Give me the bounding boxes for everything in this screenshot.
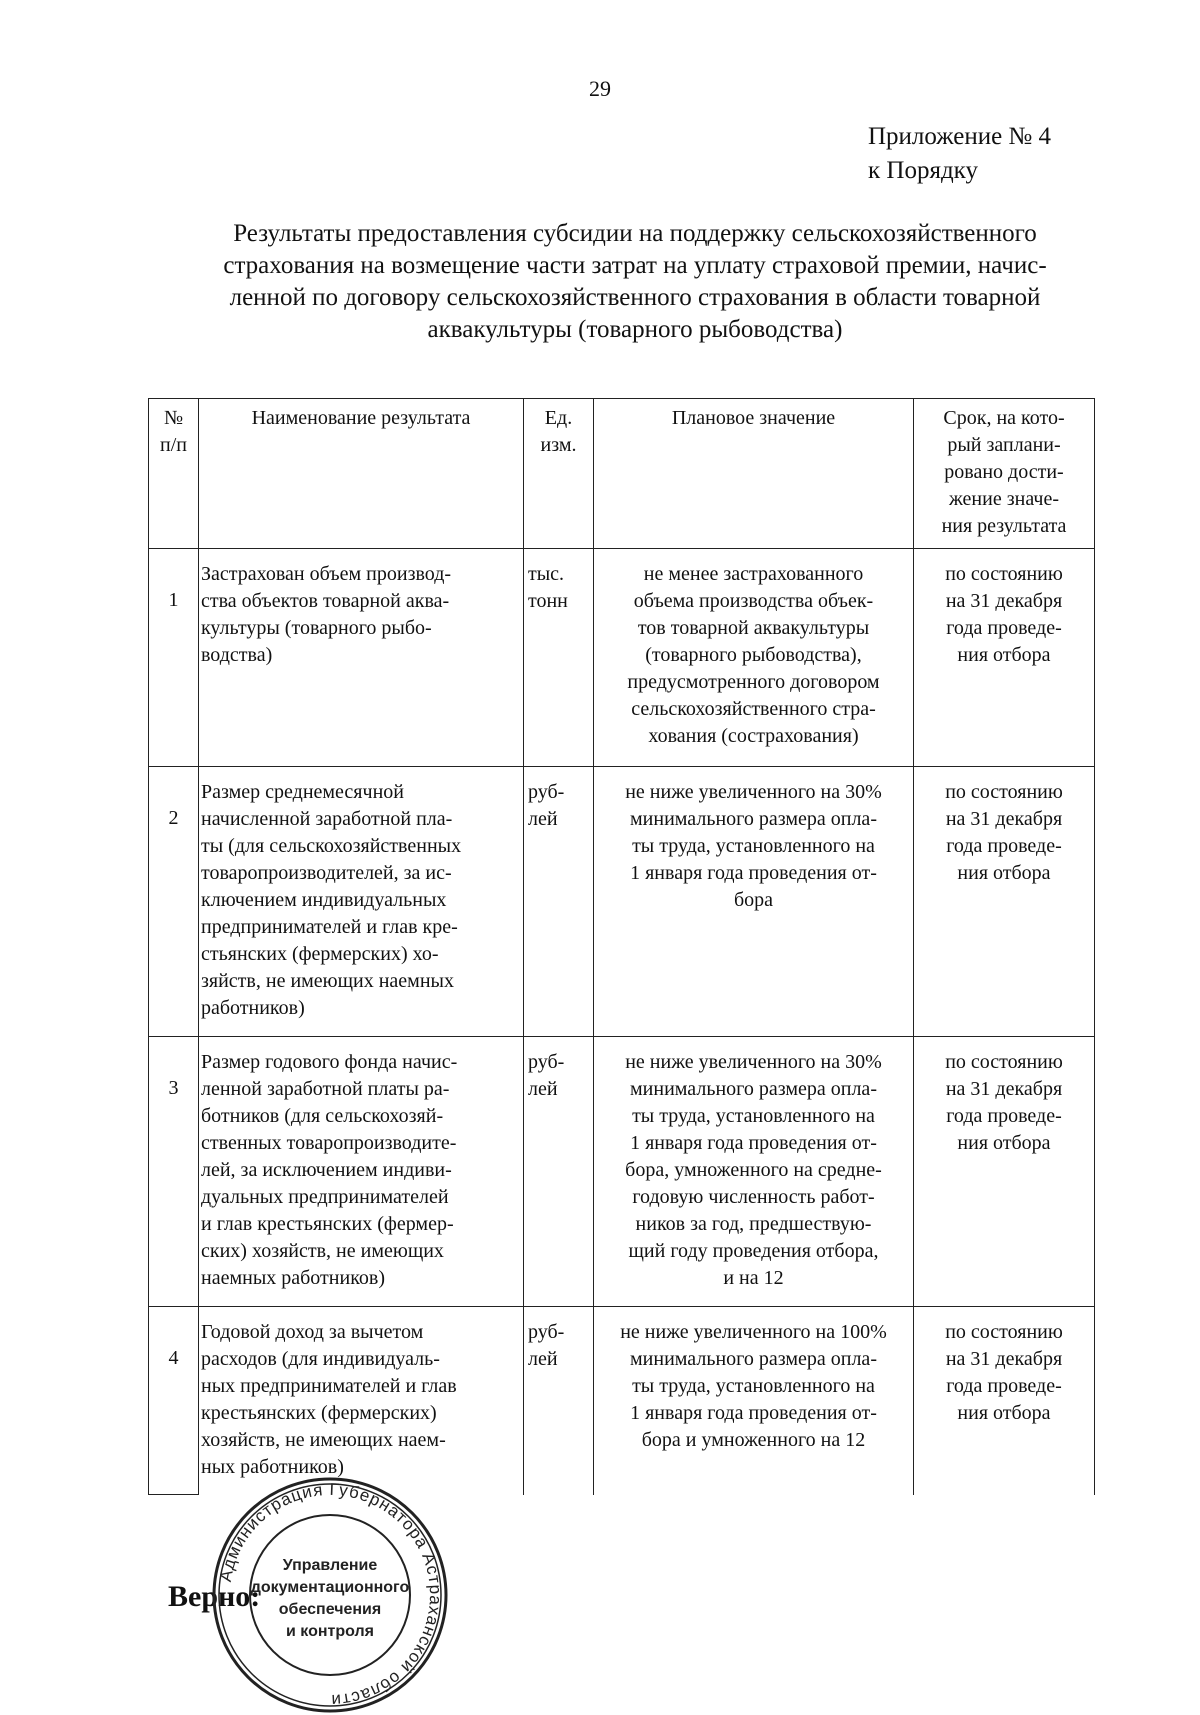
cell-line: ственных товаропроизводите- [201,1132,457,1154]
row-unit [524,767,594,1037]
title-line: аквакультуры (товарного рыбоводства) [427,316,843,343]
cell-line: не ниже увеличенного на 30% [625,781,882,803]
cell-line: ровано дости- [944,461,1064,483]
cell-line: ния отбора [957,862,1051,884]
header-plan [594,399,914,549]
cell-line: минимального размера опла- [630,808,877,830]
cell-line: тыс. [528,563,565,585]
table-header-row [149,399,1095,549]
cell-line: ных предпринимателей и глав [201,1375,457,1397]
cell-line: руб- [528,1051,565,1073]
certification-label: Верно: [168,1580,261,1613]
row-num: 2 [149,767,199,1037]
cell-line: года проведе- [946,617,1062,639]
cell-line: Застрахован объем производ- [201,563,452,585]
cell-line: руб- [528,1321,565,1343]
cell-line: не менее застрахованного [643,563,864,585]
cell-line: Ед. [544,407,573,429]
cell-line: предпринимателей и глав кре- [201,916,458,938]
cell-line: зяйств, не имеющих наемных [201,970,454,992]
cell-line: ния отбора [957,644,1051,666]
cell-line: Срок, на кото- [943,407,1065,429]
cell-line: водства) [201,644,273,666]
document-title [160,218,1110,346]
cell-line: минимального размера опла- [630,1348,877,1370]
cell-line: культуры (товарного рыбо- [201,617,432,639]
cell-line: п/п [160,434,187,456]
row-name [199,1037,524,1307]
cell-line: по состоянию [945,563,1063,585]
cell-line: лей [528,1348,558,1370]
appendix-label [868,120,1051,188]
cell-line: Размер среднемесячной [201,781,404,803]
cell-line: на 31 декабря [945,590,1063,612]
cell-line: года проведе- [946,1375,1062,1397]
header-name [199,399,524,549]
cell-line: хозяйств, не имеющих наем- [201,1429,446,1451]
stamp-inner-line: и контроля [286,1623,374,1640]
cell-line: тов товарной аквакультуры [637,617,870,639]
cell-line: ключением индивидуальных [201,889,447,911]
cell-line: дуальных предпринимателей [201,1186,449,1208]
row-num: 3 [149,1037,199,1307]
row-unit [524,1037,594,1307]
official-stamp [210,1475,450,1715]
table-row [149,1037,1095,1307]
row-name [199,1307,524,1495]
header-unit [524,399,594,549]
cell-line: ства объектов товарной аква- [201,590,450,612]
table-row [149,1307,1095,1495]
row-plan [594,549,914,767]
row-unit [524,1307,594,1495]
cell-line: года проведе- [946,1105,1062,1127]
cell-line: жение значе- [949,488,1059,510]
stamp-inner-line: Управление [282,1557,378,1574]
cell-line: ты труда, установленного на [632,1105,875,1127]
cell-line: 1 января года проведения от- [630,862,877,884]
header-term [914,399,1095,549]
appendix-line: к Порядку [868,157,978,184]
row-term [914,1037,1095,1307]
cell-line: тонн [528,590,568,612]
stamp-inner-line: обеспечения [278,1601,382,1618]
cell-line: Плановое значение [671,407,836,429]
cell-line: сельскохозяйственного стра- [631,698,876,720]
row-term [914,1307,1095,1495]
cell-line: года проведе- [946,835,1062,857]
cell-line: и глав крестьянских (фермер- [201,1213,454,1235]
cell-line: лей [528,1078,558,1100]
cell-line: ты труда, установленного на [632,1375,875,1397]
cell-line: не ниже увеличенного на 100% [620,1321,887,1343]
results-table [148,398,1095,1495]
table-row [149,767,1095,1037]
cell-line: и на 12 [723,1267,784,1289]
row-plan [594,1037,914,1307]
row-num: 1 [149,549,199,767]
row-num: 4 [149,1307,199,1495]
row-term [914,767,1095,1037]
cell-line: ния результата [941,515,1067,537]
header-num [149,399,199,549]
cell-line: по состоянию [945,1321,1063,1343]
cell-line: стьянских (фермерских) хо- [201,943,439,965]
cell-line: ных работников) [201,1456,344,1478]
row-plan [594,1307,914,1495]
cell-line: минимального размера опла- [630,1078,877,1100]
appendix-line: Приложение № 4 [868,123,1052,150]
cell-line: щий году проведения отбора, [628,1240,879,1262]
row-unit [524,549,594,767]
cell-line: (товарного рыбоводства), [645,644,862,666]
row-plan [594,767,914,1037]
cell-line: Годовой доход за вычетом [201,1321,424,1343]
table-row [149,549,1095,767]
row-name [199,549,524,767]
cell-line: начисленной заработной пла- [201,808,453,830]
cell-line: руб- [528,781,565,803]
cell-line: лей [528,808,558,830]
stamp-inner-line: документационного [250,1579,410,1596]
cell-line: на 31 декабря [945,1348,1063,1370]
row-name [199,767,524,1037]
cell-line: наемных работников) [201,1267,385,1289]
stamp-seal [210,1475,450,1715]
cell-line: бора и умноженного на 12 [641,1429,866,1451]
cell-line: бора [733,889,774,911]
cell-line: 1 января года проведения от- [630,1132,877,1154]
page-number: 29 [589,76,611,101]
cell-line: расходов (для индивидуаль- [201,1348,440,1370]
title-line: ленной по договору сельскохозяйственного страхования в области товарной [229,284,1041,311]
cell-line: товаропроизводителей, за ис- [201,862,452,884]
cell-line: ских) хозяйств, не имеющих [201,1240,444,1262]
cell-line: не ниже увеличенного на 30% [625,1051,882,1073]
cell-line: на 31 декабря [945,808,1063,830]
cell-line: работников) [201,997,305,1019]
cell-line: на 31 декабря [945,1078,1063,1100]
cell-line: 1 января года проведения от- [630,1402,877,1424]
cell-line: крестьянских (фермерских) [201,1402,437,1424]
cell-line: Размер годового фонда начис- [201,1051,458,1073]
cell-line: ты (для сельскохозяйственных [201,835,462,857]
title-line: Результаты предоставления субсидии на поддержку сельскохозяйственного [233,220,1037,247]
cell-line: ленной заработной платы ра- [201,1078,450,1100]
cell-line: № [163,407,184,429]
title-line: страхования на возмещение части затрат на уплату страховой премии, начис- [223,252,1047,279]
cell-line: по состоянию [945,1051,1063,1073]
cell-line: годовую численность работ- [632,1186,875,1208]
cell-line: объема производства объек- [633,590,874,612]
cell-line: рый заплани- [947,434,1061,456]
cell-line: бора, умноженного на средне- [625,1159,882,1181]
cell-line: изм. [540,434,577,456]
cell-line: ников за год, предшествую- [635,1213,872,1235]
cell-line: ты труда, установленного на [632,835,875,857]
cell-line: Наименование результата [251,407,471,429]
cell-line: лей, за исключением индиви- [201,1159,452,1181]
stamp-outer-text: Администрация Губернатора Астраханской области [215,1479,446,1711]
cell-line: по состоянию [945,781,1063,803]
cell-line: ния отбора [957,1132,1051,1154]
cell-line: хования (сострахования) [648,725,859,747]
cell-line: ботников (для сельскохозяй- [201,1105,444,1127]
cell-line: предусмотренного договором [627,671,880,693]
row-term [914,549,1095,767]
cell-line: ния отбора [957,1402,1051,1424]
